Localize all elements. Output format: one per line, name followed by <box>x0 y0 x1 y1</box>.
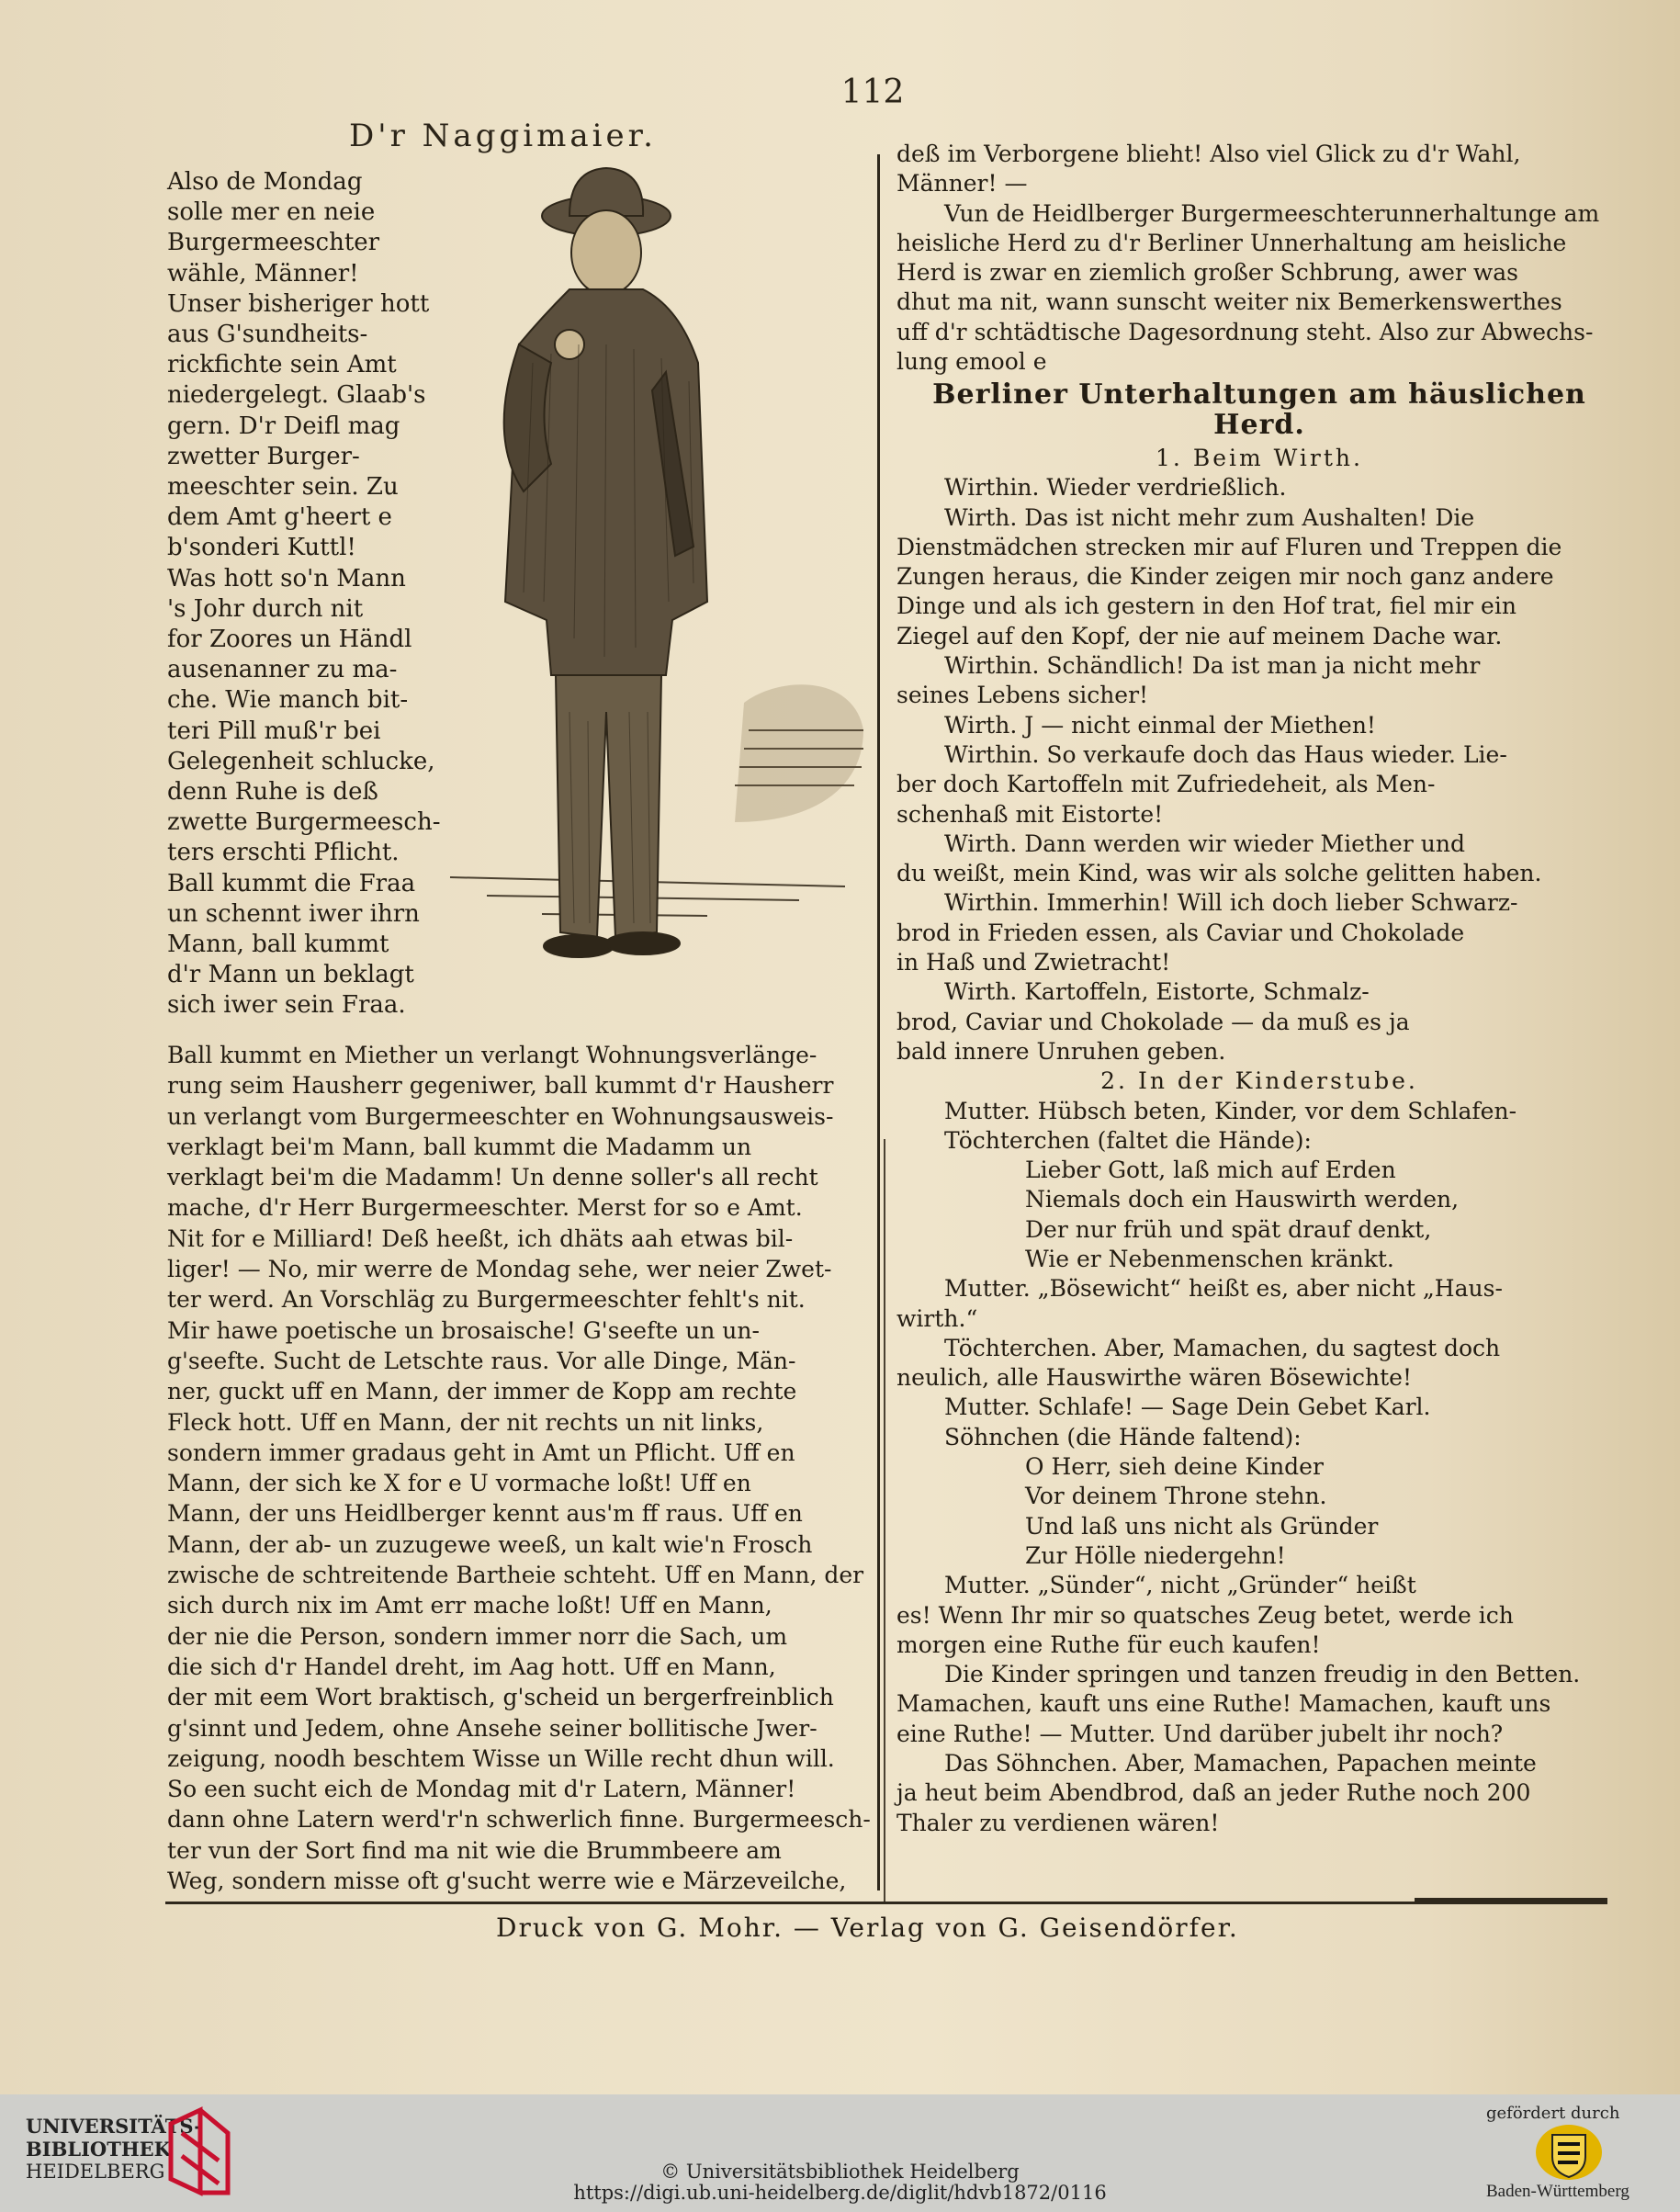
narrow-column-line: un schennt iwer ihrn <box>167 899 420 928</box>
narrow-column-line: d'r Mann un beklagt <box>167 961 414 989</box>
left-column-line: liger! — No, mir werre de Mondag sehe, wer neier Zwet- <box>167 1256 832 1283</box>
scene-2-line: Mutter. Hübsch beten, Kinder, vor dem Schlafen- <box>944 1097 1517 1124</box>
left-column-line: verklagt bei'm Mann, ball kummt die Madamm un <box>167 1133 752 1160</box>
narrow-column-line: ausenanner zu ma- <box>167 656 398 684</box>
narrow-column-line: denn Ruhe is deß <box>167 778 378 807</box>
right-intro-line: lung emool e <box>896 348 1047 376</box>
scene-2-line: neulich, alle Hauswirthe wären Bösewichte! <box>896 1364 1413 1392</box>
scene-1-line: Wirth. Das ist nicht mehr zum Aushalten! Die <box>944 503 1475 531</box>
right-column-intro <box>896 140 1622 377</box>
left-column-line: zeigung, noodh beschtem Wisse un Wille recht dhun will. <box>167 1744 835 1772</box>
narrow-column-line: Gelegenheit schlucke, <box>167 747 435 775</box>
scene-2-line: Thaler zu verdienen wären! <box>896 1809 1220 1836</box>
scene-2-line: morgen eine Ruthe für euch kaufen! <box>896 1631 1321 1658</box>
left-column-line: dann ohne Latern werd'r'n schwerlich finne. Burgermeesch- <box>167 1806 871 1834</box>
scene-1-line: in Haß und Zwietracht! <box>896 949 1171 976</box>
narrow-column-line: aus G'sundheits- <box>167 321 368 349</box>
narrow-column-line: rickfichte sein Amt <box>167 351 397 379</box>
column-divider-lower <box>884 1139 885 1902</box>
narrow-column-line: Ball kummt die Fraa <box>167 869 416 897</box>
right-intro-line: Männer! — <box>896 170 1028 198</box>
left-column-line: g'seefte. Sucht de Letschte raus. Vor alle Dinge, Män- <box>167 1347 796 1374</box>
narrow-column-line: che. Wie manch bit- <box>167 686 409 715</box>
right-intro-line: Vun de Heidlberger Burgermeeschterunnerhaltunge am <box>944 199 1600 227</box>
scene-1-line: Ziegel auf den Kopf, der nie auf meinem Dache war. <box>896 622 1503 649</box>
printer-imprint: Druck von G. Mohr. — Verlag von G. Geisendörfer. <box>496 1913 1239 1943</box>
scene-1-dialogue <box>896 473 1622 1066</box>
left-column-line: So een sucht eich de Mondag mit d'r Latern, Männer! <box>167 1776 796 1803</box>
left-column-line: Mann, der ab- un zuzugewe weeß, un kalt wie'n Frosch <box>167 1530 813 1558</box>
left-column-line: Mann, der sich ke X for e U vormache loßt! Uff en <box>167 1470 751 1497</box>
scene-2-line: Mutter. Schlafe! — Sage Dein Gebet Karl. <box>944 1394 1431 1421</box>
right-intro-line: dhut ma nit, wann sunscht weiter nix Bemerkenswerthes <box>896 288 1562 316</box>
scene-2-line: Töchterchen (faltet die Hände): <box>944 1126 1312 1154</box>
right-intro-line: Herd is zwar en ziemlich großer Schbrung, awer was <box>896 259 1519 287</box>
narrow-column-line: sich iwer sein Fraa. <box>167 991 406 1020</box>
scene-2-line: Mutter. „Sünder“, nicht „Gründer“ heißt <box>944 1572 1416 1599</box>
left-column-line: Fleck hott. Uff en Mann, der nit rechts un nit links, <box>167 1408 764 1436</box>
narrow-column-line: zwetter Burger- <box>167 442 360 470</box>
narrow-column-line: gern. D'r Deifl mag <box>167 412 400 440</box>
library-name-line-3: HEIDELBERG <box>26 2161 165 2183</box>
scene-1-line: seines Lebens sicher! <box>896 682 1149 709</box>
narrow-column-line: teri Pill muß'r bei <box>167 717 381 745</box>
left-column-line: sondern immer gradaus geht in Amt un Pflicht. Uff en <box>167 1439 795 1466</box>
narrow-column-line: Burgermeeschter <box>167 229 380 257</box>
left-column-line: un verlangt vom Burgermeeschter en Wohnungsausweis- <box>167 1102 834 1130</box>
narrow-column-line: 's Johr durch nit <box>167 594 364 623</box>
left-column-line: Nit for e Milliard! Deß heeßt, ich dhäts aah etwas bil- <box>167 1224 794 1252</box>
left-column-line: rung seim Hausherr gegeniwer, ball kummt d'r Hausherr <box>167 1072 834 1100</box>
scene-1-line: brod, Caviar und Chokolade — da muß es ja <box>896 1008 1410 1035</box>
left-column-line: der mit eem Wort braktisch, g'scheid un bergerfreinblich <box>167 1684 834 1711</box>
scene-1-line: ber doch Kartoffeln mit Zufriedeheit, als Men- <box>896 771 1436 798</box>
scene-2-line: Die Kinder springen und tanzen freudig in den Betten. <box>944 1661 1581 1688</box>
scene-2-line: Zur Hölle niedergehn! <box>1025 1541 1286 1569</box>
left-column-line: Mir hawe poetische un brosaische! G'seefte un un- <box>167 1316 760 1344</box>
funded-by-label: gefördert durch <box>1486 2104 1620 2123</box>
scene-1-line: Wirthin. Wieder verdrießlich. <box>944 474 1287 502</box>
left-column-line: sich durch nix im Amt err mache loßt! Uff en Mann, <box>167 1592 772 1620</box>
library-name-line-2: BIBLIOTHEK <box>26 2138 171 2161</box>
left-column-line: ter werd. An Vorschläg zu Burgermeeschter fehlt's nit. <box>167 1286 806 1314</box>
right-intro-line: uff d'r schtädtische Dagesordnung steht. Also zur Abwechs- <box>896 318 1594 345</box>
right-column-text <box>896 140 1622 1838</box>
scene-1-line: du weißt, mein Kind, was wir als solche gelitten haben. <box>896 860 1542 887</box>
left-column-narrow-text <box>167 167 441 1021</box>
scene-2-line: ja heut beim Abendbrod, daß an jeder Ruthe noch 200 <box>896 1779 1531 1807</box>
narrow-column-line: dem Amt g'heert e <box>167 503 392 532</box>
scene-2-line: Vor deinem Throne stehn. <box>1025 1483 1327 1510</box>
narrow-column-line: Was hott so'n Mann <box>167 564 406 592</box>
left-column-line: Mann, der uns Heidlberger kennt aus'm ff raus. Uff en <box>167 1500 803 1528</box>
copyright-notice: © Universitätsbibliothek Heidelberg <box>660 2161 1020 2183</box>
baden-wuerttemberg-lions-icon <box>1532 2122 1606 2183</box>
narrow-column-line: ters erschti Pflicht. <box>167 839 400 867</box>
left-column-line: ter vun der Sort find ma nit wie die Brummbeere am <box>167 1836 782 1864</box>
scene-2-title: 2. In der Kinderstube. <box>1100 1067 1418 1095</box>
scene-1-line: Wirth. J — nicht einmal der Miethen! <box>944 711 1376 739</box>
left-column-line: g'sinnt und Jedem, ohne Ansehe seiner bollitische Jwer- <box>167 1714 817 1742</box>
left-column-bottom-text <box>167 1040 882 1896</box>
left-column-line: Weg, sondern misse oft g'sucht werre wie e Märzeveilche, <box>167 1868 847 1895</box>
narrow-column-line: wähle, Männer! <box>167 259 359 288</box>
narrow-column-line: zwette Burgermeesch- <box>167 808 441 837</box>
narrow-column-line: for Zoores un Händl <box>167 626 412 654</box>
narrow-column-line: b'sonderi Kuttl! <box>167 534 356 562</box>
scene-1-title: 1. Beim Wirth. <box>1156 444 1363 471</box>
scene-2-line: eine Ruthe! — Mutter. Und darüber jubelt ihr noch? <box>896 1720 1504 1747</box>
scene-2-line: Töchterchen. Aber, Mamachen, du sagtest doch <box>944 1334 1501 1361</box>
scene-2-line: Und laß uns nicht als Gründer <box>1025 1512 1379 1540</box>
scene-2-line: es! Wenn Ihr mir so quatsches Zeug betet, werde ich <box>896 1601 1514 1629</box>
left-column-line: verklagt bei'm die Madamm! Un denne soller's all recht <box>167 1164 818 1191</box>
scene-2-line: Lieber Gott, laß mich auf Erden <box>1025 1157 1396 1184</box>
library-name-line-1: UNIVERSITÄTS- <box>26 2115 202 2138</box>
left-column-line: die sich d'r Handel dreht, im Aag hott. Uff en Mann, <box>167 1653 776 1680</box>
narrow-column-line: Also de Mondag <box>167 168 363 196</box>
scene-1-line: Dinge und als ich gestern in den Hof trat, fiel mir ein <box>896 592 1517 620</box>
scene-2-line: Söhnchen (die Hände faltend): <box>944 1423 1302 1450</box>
narrow-column-line: niedergelegt. Glaab's <box>167 381 426 410</box>
left-column-line: der nie die Person, sondern immer norr die Sach, um <box>167 1622 788 1650</box>
left-column-line: mache, d'r Herr Burgermeeschter. Merst for so e Amt. <box>167 1194 803 1222</box>
scene-1-line: Zungen heraus, die Kinder zeigen mir noch ganz andere <box>896 563 1554 591</box>
scene-2-line: wirth.“ <box>896 1304 978 1332</box>
scene-2-line: Niemals doch ein Hauswirth werden, <box>1025 1186 1460 1213</box>
scene-1-line: Wirthin. So verkaufe doch das Haus wieder. Lie- <box>944 740 1507 768</box>
scene-1-line: brod in Frieden essen, als Caviar und Chokolade <box>896 919 1465 946</box>
page-number: 112 <box>840 73 905 111</box>
narrow-column-line: solle mer en neie <box>167 198 376 227</box>
right-intro-line: heisliche Herd zu d'r Berliner Unnerhaltung am heisliche <box>896 229 1567 256</box>
scene-2-line: Wie er Nebenmenschen kränkt. <box>1025 1245 1394 1272</box>
scene-1-line: Wirthin. Schändlich! Da ist man ja nicht mehr <box>944 652 1481 680</box>
scene-1-line: bald innere Unruhen geben. <box>896 1037 1226 1065</box>
scene-2-dialogue <box>896 1097 1622 1838</box>
funder-name: Baden-Württemberg <box>1486 2182 1629 2201</box>
scene-2-line: Mutter. „Bösewicht“ heißt es, aber nicht „Haus- <box>944 1275 1503 1303</box>
source-url-link[interactable]: https://digi.ub.uni-heidelberg.de/diglit/hdvb1872/0116 <box>573 2182 1107 2204</box>
scene-1-line: Wirthin. Immerhin! Will ich doch lieber Schwarz- <box>944 889 1518 917</box>
scene-1-line: Wirth. Dann werden wir wieder Miether und <box>944 830 1465 857</box>
narrow-column-line: Mann, ball kummt <box>167 931 389 959</box>
narrow-column-line: Unser bisheriger hott <box>167 289 430 318</box>
standing-man-illustration <box>432 161 873 1015</box>
footer-rule <box>165 1902 1607 1904</box>
left-column-line: Ball kummt en Miether un verlangt Wohnungsverlänge- <box>167 1042 817 1068</box>
section-title: Berliner Unterhaltungen am häuslichen Herd. <box>932 378 1586 441</box>
right-intro-line: deß im Verborgene blieht! Also viel Glick zu d'r Wahl, <box>896 141 1521 167</box>
scene-1-line: Wirth. Kartoffeln, Eistorte, Schmalz- <box>944 978 1370 1006</box>
left-column-line: ner, guckt uff en Mann, der immer de Kopp am rechte <box>167 1378 797 1405</box>
left-column-line: zwische de schtreitende Bartheie schteht. Uff en Mann, der <box>167 1562 864 1589</box>
scene-2-line: Das Söhnchen. Aber, Mamachen, Papachen meinte <box>944 1750 1537 1778</box>
scene-1-line: Dienstmädchen strecken mir auf Fluren und Treppen die <box>896 533 1562 560</box>
article-headline: D'r Naggimaier. <box>349 118 657 154</box>
scene-1-line: schenhaß mit Eistorte! <box>896 800 1164 828</box>
narrow-column-line: meeschter sein. Zu <box>167 473 399 502</box>
footer-rule-heavy <box>1415 1898 1607 1904</box>
scene-2-line: Mamachen, kauft uns eine Ruthe! Mamachen, kauft uns <box>896 1690 1551 1718</box>
scene-2-line: Der nur früh und spät drauf denkt, <box>1025 1215 1432 1243</box>
scene-2-line: O Herr, sieh deine Kinder <box>1025 1453 1324 1481</box>
